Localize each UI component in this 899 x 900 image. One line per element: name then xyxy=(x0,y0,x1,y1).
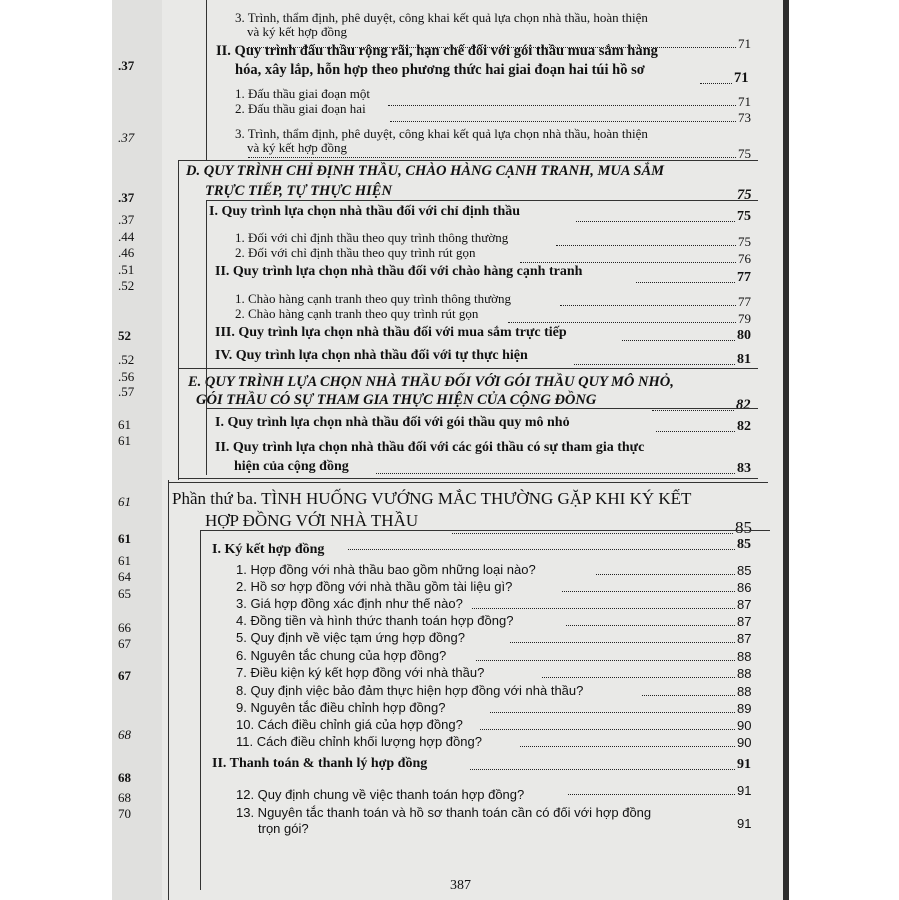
frame-line xyxy=(178,160,758,161)
toc-entry-line: 11. Cách điều chỉnh khối lượng hợp đồng? xyxy=(236,734,482,749)
toc-entry-line: 13. Nguyên tắc thanh toán và hồ sơ thanh toán cần có đối với hợp đồng xyxy=(236,805,652,820)
frame-line xyxy=(200,530,201,890)
toc-entry-line: 1. Hợp đồng với nhà thầu bao gồm những loại nào? xyxy=(236,562,536,577)
toc-entry-line: IV. Quy trình lựa chọn nhà thầu đối với tự thực hiện xyxy=(215,348,528,363)
toc-entry-line: GÓI THẦU CÓ SỰ THAM GIA THỰC HIỆN CỦA CỘNG ĐỒNG xyxy=(196,392,597,408)
toc-entry-line: trọn gói? xyxy=(258,821,309,836)
toc-page-number: 71 xyxy=(734,70,749,86)
frame-line xyxy=(168,480,169,900)
toc-page-number: 88 xyxy=(737,649,752,664)
toc-entry-line: II. Quy trình lựa chọn nhà thầu đối với chào hàng cạnh tranh xyxy=(215,264,583,279)
frame-line xyxy=(178,368,758,369)
previous-page-number: 64 xyxy=(118,569,131,584)
dot-leader xyxy=(556,245,736,246)
toc-entry-line: 1. Đối với chỉ định thầu theo quy trình thông thường xyxy=(235,230,509,245)
toc-entry-line: 1. Đấu thầu giai đoạn một xyxy=(235,86,371,101)
toc-entry-line: Phần thứ ba. TÌNH HUỐNG VƯỚNG MẮC THƯỜNG GẶP KHI KÝ KẾT xyxy=(172,489,692,508)
previous-page-number: .46 xyxy=(118,245,135,260)
frame-line xyxy=(178,160,179,480)
dot-leader xyxy=(470,769,735,770)
dot-leader xyxy=(248,157,736,158)
toc-page-number: 86 xyxy=(737,580,752,595)
previous-page-number: 65 xyxy=(118,586,131,601)
toc-page-number: 82 xyxy=(736,397,751,413)
toc-entry-line: 7. Điều kiện ký kết hợp đồng với nhà thầu? xyxy=(236,665,485,680)
toc-page-number: 71 xyxy=(738,36,751,51)
toc-page-number: 85 xyxy=(737,563,752,578)
previous-page-number: .56 xyxy=(118,369,135,384)
frame-line xyxy=(206,0,207,160)
previous-page-number: 61 xyxy=(118,553,131,568)
dot-leader xyxy=(452,533,733,534)
dot-leader xyxy=(490,712,735,713)
frame-line xyxy=(206,200,758,201)
dot-leader xyxy=(510,642,735,643)
dot-leader xyxy=(560,305,736,306)
dot-leader xyxy=(636,282,735,283)
toc-page-number: 91 xyxy=(737,816,752,831)
frame-line xyxy=(206,200,207,475)
toc-page-number: 85 xyxy=(737,537,751,552)
dot-leader xyxy=(576,221,735,222)
previous-page-number: .37 xyxy=(118,130,135,145)
dot-leader xyxy=(566,625,735,626)
toc-entry-line: 12. Quy định chung về việc thanh toán hợp đồng? xyxy=(236,787,525,802)
toc-page-number: 90 xyxy=(737,718,752,733)
previous-page-number: 66 xyxy=(118,620,131,635)
previous-page-number: .37 xyxy=(118,212,135,227)
toc-entry-line: 10. Cách điều chỉnh giá của hợp đồng? xyxy=(236,717,463,732)
previous-page-number: 67 xyxy=(118,668,131,683)
dot-leader xyxy=(480,729,735,730)
toc-page-number: 89 xyxy=(737,701,752,716)
dot-leader xyxy=(390,121,736,122)
dot-leader xyxy=(388,105,736,106)
toc-page-number: 91 xyxy=(737,783,752,798)
toc-entry-line: 2. Đối với chỉ định thầu theo quy trình rút gọn xyxy=(235,245,476,260)
dot-leader xyxy=(574,364,735,365)
toc-page-number: 75 xyxy=(737,187,752,203)
toc-page-number: 83 xyxy=(737,461,751,476)
dot-leader xyxy=(348,549,735,550)
previous-page-number: 67 xyxy=(118,636,131,651)
frame-line xyxy=(200,530,770,531)
dot-leader xyxy=(472,608,735,609)
previous-page-number: 68 xyxy=(118,790,131,805)
toc-entry-line: 3. Trình, thẩm định, phê duyệt, công khai kết quả lựa chọn nhà thầu, hoàn thiện xyxy=(235,126,648,141)
toc-entry-line: I. Ký kết hợp đồng xyxy=(212,542,325,557)
dot-leader xyxy=(376,473,735,474)
previous-page-number: .51 xyxy=(118,262,135,277)
toc-entry-line: II. Quy trình đấu thầu rộng rãi, hạn chế đối với gói thầu mua sắm hàng xyxy=(216,43,658,59)
previous-page-number: .37 xyxy=(118,190,135,205)
toc-entry-line: và ký kết hợp đồng xyxy=(247,24,348,39)
toc-entry-line: TRỰC TIẾP, TỰ THỰC HIỆN xyxy=(205,183,392,199)
dot-leader xyxy=(700,83,732,84)
previous-page-number: .52 xyxy=(118,278,135,293)
toc-page-number: 88 xyxy=(737,666,752,681)
toc-entry-line: 4. Đồng tiền và hình thức thanh toán hợp đồng? xyxy=(236,613,514,628)
toc-entry-line: 1. Chào hàng cạnh tranh theo quy trình thông thường xyxy=(235,291,512,306)
page-number: 387 xyxy=(450,878,471,893)
dot-leader xyxy=(622,340,735,341)
frame-line xyxy=(178,478,758,479)
dot-leader xyxy=(568,794,735,795)
previous-page-number: 52 xyxy=(118,328,131,343)
toc-page-number: 90 xyxy=(737,735,752,750)
toc-page-number: 80 xyxy=(737,328,751,343)
toc-entry-line: HỢP ĐỒNG VỚI NHÀ THẦU xyxy=(205,511,419,530)
previous-page-number: 61 xyxy=(118,417,131,432)
toc-entry-line: III. Quy trình lựa chọn nhà thầu đối với mua sắm trực tiếp xyxy=(215,325,567,340)
dot-leader xyxy=(642,695,735,696)
toc-entry-line: 3. Trình, thẩm định, phê duyệt, công khai kết quả lựa chọn nhà thầu, hoàn thiện xyxy=(235,10,648,25)
toc-page-number: 75 xyxy=(738,146,751,161)
dot-leader xyxy=(476,660,735,661)
frame-line xyxy=(168,482,768,483)
dot-leader xyxy=(596,574,735,575)
toc-entry-line: I. Quy trình lựa chọn nhà thầu đối với chỉ định thầu xyxy=(209,204,521,219)
frame-line xyxy=(206,408,758,409)
dot-leader xyxy=(520,746,735,747)
previous-page-number: .52 xyxy=(118,352,135,367)
previous-page-number: .44 xyxy=(118,229,135,244)
toc-page-number: 79 xyxy=(738,311,751,326)
toc-entry-line: 8. Quy định việc bảo đảm thực hiện hợp đồng với nhà thầu? xyxy=(236,683,584,698)
previous-page-number: 68 xyxy=(118,727,131,742)
toc-entry-line: 2. Đấu thầu giai đoạn hai xyxy=(235,101,366,116)
toc-page-number: 91 xyxy=(737,757,751,772)
toc-page-number: 88 xyxy=(737,684,752,699)
dot-leader xyxy=(542,677,735,678)
toc-entry-line: D. QUY TRÌNH CHỈ ĐỊNH THẦU, CHÀO HÀNG CẠNH TRANH, MUA SẮM xyxy=(186,163,665,179)
toc-page-number: 77 xyxy=(738,294,751,309)
dot-leader xyxy=(656,431,735,432)
previous-page-number: 61 xyxy=(118,531,131,546)
previous-page-number: 70 xyxy=(118,806,131,821)
toc-page-number: 73 xyxy=(738,110,751,125)
toc-entry-line: 3. Giá hợp đồng xác định như thế nào? xyxy=(236,596,463,611)
toc-page-number: 71 xyxy=(738,94,751,109)
toc-entry-line: 9. Nguyên tắc điều chỉnh hợp đồng? xyxy=(236,700,446,715)
toc-entry-line: 2. Chào hàng cạnh tranh theo quy trình rút gọn xyxy=(235,306,479,321)
toc-entry-line: 5. Quy định về việc tạm ứng hợp đồng? xyxy=(236,630,465,645)
toc-page-number: 75 xyxy=(737,209,751,224)
dot-leader xyxy=(520,262,736,263)
toc-entry-line: I. Quy trình lựa chọn nhà thầu đối với gói thầu quy mô nhỏ xyxy=(215,415,570,430)
previous-page-number: 61 xyxy=(118,494,131,509)
toc-page-number: 85 xyxy=(735,518,752,537)
toc-page-number: 87 xyxy=(737,631,752,646)
toc-page-number: 82 xyxy=(737,419,751,434)
toc-entry-line: 2. Hồ sơ hợp đồng với nhà thầu gồm tài liệu gì? xyxy=(236,579,513,594)
toc-entry-line: II. Quy trình lựa chọn nhà thầu đối với các gói thầu có sự tham gia thực xyxy=(215,440,645,455)
page-edge-shadow xyxy=(783,0,789,900)
previous-page-number: 61 xyxy=(118,433,131,448)
toc-page-number: 77 xyxy=(737,270,751,285)
toc-entry-line: hiện của cộng đồng xyxy=(234,459,349,474)
dot-leader xyxy=(562,591,735,592)
toc-page-number: 87 xyxy=(737,597,752,612)
dot-leader xyxy=(652,410,734,411)
toc-page-number: 81 xyxy=(737,352,751,367)
dot-leader xyxy=(508,322,736,323)
toc-entry-line: II. Thanh toán & thanh lý hợp đồng xyxy=(212,756,428,771)
toc-page-number: 76 xyxy=(738,251,751,266)
previous-page-number: .37 xyxy=(118,58,135,73)
toc-entry-line: E. QUY TRÌNH LỰA CHỌN NHÀ THẦU ĐỐI VỚI GÓI THẦU QUY MÔ NHỎ, xyxy=(188,374,674,390)
toc-page-number: 75 xyxy=(738,234,751,249)
toc-entry-line: hóa, xây lắp, hỗn hợp theo phương thức hai giai đoạn hai túi hồ sơ xyxy=(235,62,645,78)
toc-entry-line: và ký kết hợp đồng xyxy=(247,140,348,155)
previous-page-number: 68 xyxy=(118,770,131,785)
previous-page-number: .57 xyxy=(118,384,135,399)
toc-entry-line: 6. Nguyên tắc chung của hợp đồng? xyxy=(236,648,447,663)
toc-page-number: 87 xyxy=(737,614,752,629)
